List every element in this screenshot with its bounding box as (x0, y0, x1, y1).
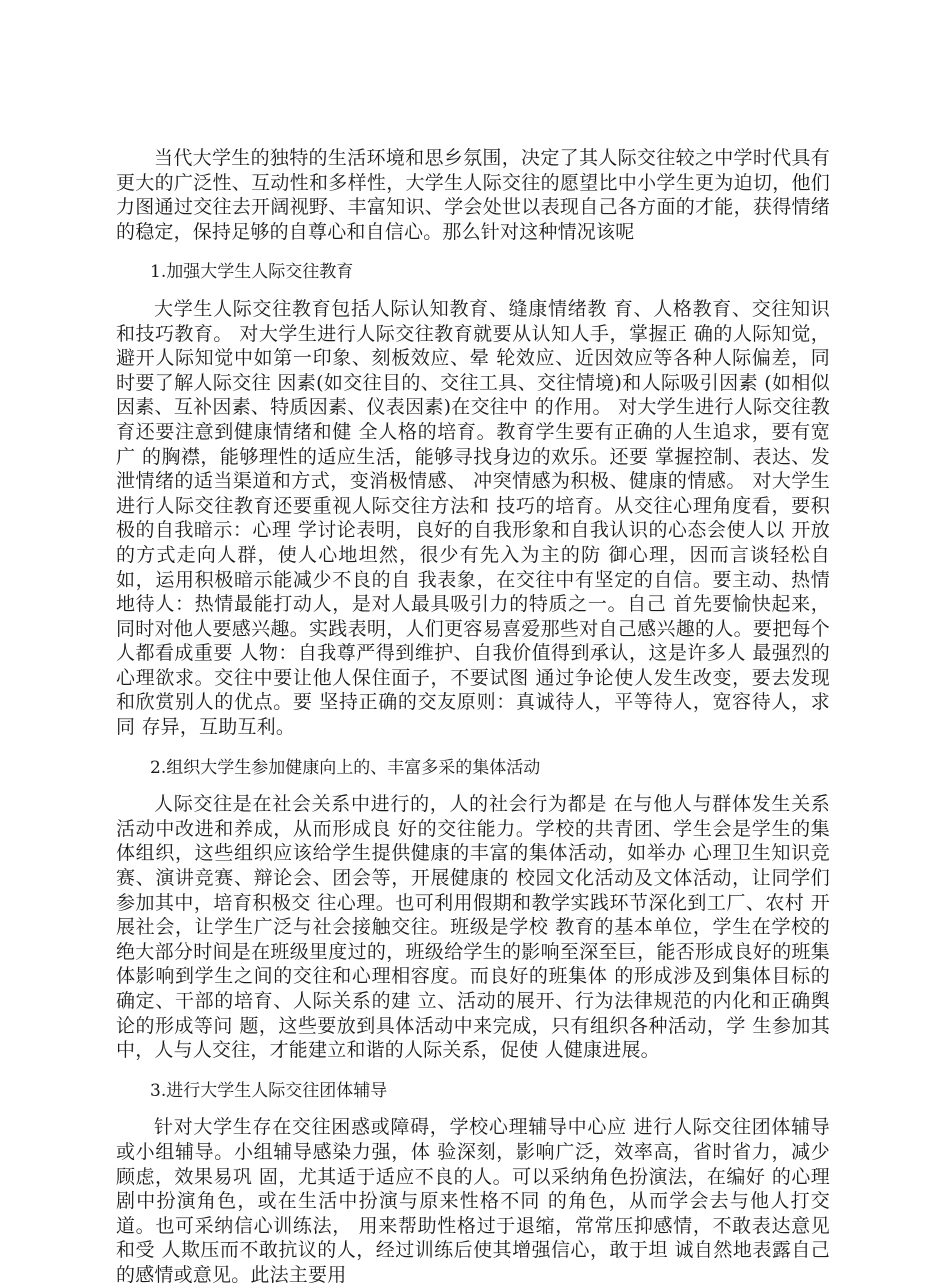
section-3-heading: 3.进行大学生人际交往团体辅导 (150, 1080, 388, 1101)
section-1-body: 大学生人际交往教育包括人际认知教育、缝康情绪教 育、人格教育、交往知识和技巧教育。 对大学生进行人际交往教育就要从认知人手，掌握正 确的人际知觉，避开人际知觉中如第一印象、刻板效应、晕 轮效应、近因效应等各种人际偏差，同时要了解人际交往 因素(如交往目的、交往工具、交往情境)和人际吸引因素 (如相似因素、互补因素、特质因素、仪表因素)在交往中 的作用。 对大学生进行人际交往教育还要注意到健康情绪和健 全人格的培育。教育学生要有正确的人生追求，要有宽广 的胸襟，能够理性的适应生活，能够寻找身边的欢乐。还要 掌握控制、表达、发泄情绪的适当渠道和方式，变消极情感、 冲突情感为积极、健康的情感。 对大学生进行人际交往教育还要重视人际交往方法和 技巧的培育。从交往心理角度看，要积极的自我暗示：心理 学讨论表明，良好的自我形象和自我认识的心态会使人以 开放的方式走向人群，使人心地坦然，很少有先入为主的防 御心理，因而言谈轻松自如，运用积极暗示能减少不良的自 我表象，在交往中有坚定的自信。要主动、热情地待人：热情最能打动人，是对人最具吸引力的特质之一。自己 首先要愉快起来，同时对他人要感兴趣。实践表明，人们更容易喜爱那些对自己感兴趣的人。要把每个人都看成重要 人物：自我尊严得到维护、自我价值得到承认，这是许多人 最强烈的心理欲求。交往中要让他人保住面子，不要试图 通过争论使人发生改变，要去发现和欣赏别人的优点。要 坚持正确的交友原则：真诚待人，平等待人，宽容待人，求同 存异，互助互利。 (116, 297, 830, 739)
section-2-body: 人际交往是在社会关系中进行的，人的社会行为都是 在与他人与群体发生关系活动中改进和养成，从而形成良 好的交往能力。学校的共青团、学生会是学生的集体组织，这些组织应该给学生提供健康的丰富的集体活动，如举办 心理卫生知识竞赛、演讲竞赛、辩论会、团会等，开展健康的 校园文化活动及文体活动，让同学们参加其中，培育积极交 往心理。也可利用假期和教学实践环节深化到工厂、农村 开展社会，让学生广泛与社会接触交往。班级是学校 教育的基本单位，学生在学校的绝大部分时间是在班级里度过的，班级给学生的影响至深至巨，能否形成良好的班集 体影响到学生之间的交往和心理相容度。而良好的班集体 的形成涉及到集体目标的确定、干部的培育、人际关系的建 立、活动的展开、行为法律规范的内化和正确舆论的形成等问 题，这些要放到具体活动中来完成，只有组织各种活动，学 生参加其中，人与人交往，才能建立和谐的人际关系，促使 人健康进展。 (116, 793, 830, 1062)
section-1-heading: 1.加强大学生人际交往教育 (150, 262, 354, 283)
section-3-body: 针对大学生存在交往困惑或障碍，学校心理辅导中心应 进行人际交往团体辅导或小组辅导。小组辅导感染力强，体 验深刻，影响广泛，效率高，省时省力，减少顾虑，效果易巩 固，尤其适于适应不良的人。可以采纳角色扮演法，在编好 的心理剧中扮演角色，或在生活中扮演与原来性格不同 的角色，从而学会去与他人打交道。也可采纳信心训练法， 用来帮助性格过于退缩，常常压抑感情，不敢表达意见和受 人欺压而不敢抗议的人，经过训练后使其增强信心，敢于坦 诚自然地表露自己的感情或意见。此法主要用 (116, 1116, 830, 1286)
intro-paragraph: 当代大学生的独特的生活环境和思乡氛围，决定了其人际交往较之中学时代具有更大的广泛性、互动性和多样性，大学生人际交往的愿望比中小学生更为迫切，他们力图通过交往去开阔视野、丰富知识、学会处世以表现自己各方面的才能，获得情绪的稳定，保持足够的自尊心和自信心。那么针对这种情况该呢 (116, 147, 830, 243)
section-2-heading: 2.组织大学生参加健康向上的、丰富多采的集体活动 (150, 757, 541, 778)
